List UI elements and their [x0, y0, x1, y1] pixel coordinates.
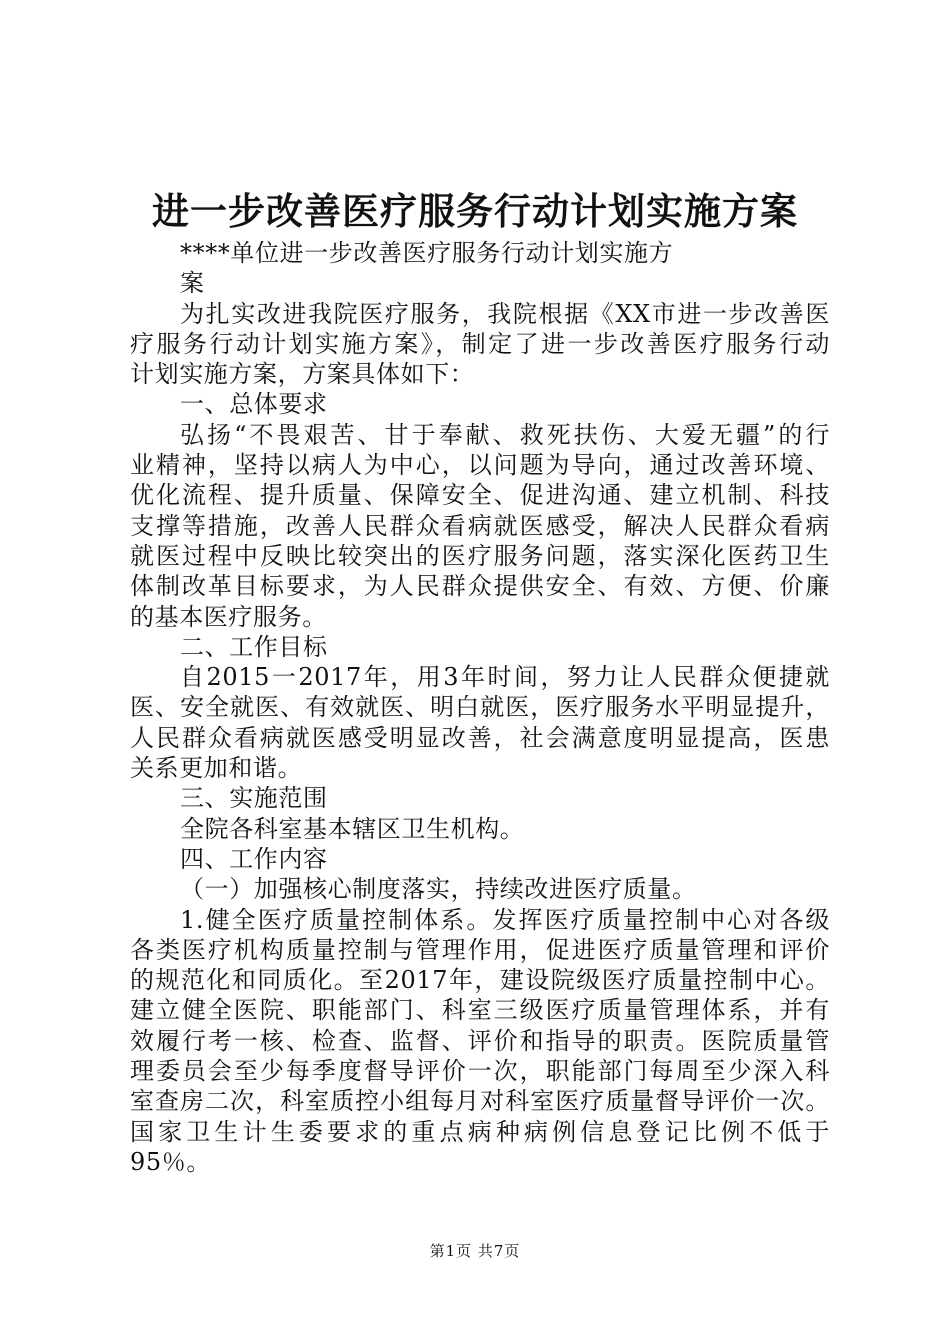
text-line: 体制改革目标要求，为人民群众提供安全、有效、方便、价廉	[130, 572, 830, 601]
text-line: 室查房二次，科室质控小组每月对科室医疗质量督导评价一次。	[130, 1087, 830, 1116]
text-line: 支撑等措施，改善人民群众看病就医感受，解决人民群众看病	[130, 511, 830, 540]
text-line: 为扎实改进我院医疗服务，我院根据《XX市进一步改善医	[180, 299, 830, 328]
text-line: 业精神，坚持以病人为中心，以问题为导向，通过改善环境、	[130, 451, 830, 480]
text-line: 各类医疗机构质量控制与管理作用，促进医疗质量管理和评价	[130, 935, 830, 964]
text-line: 二、工作目标	[180, 632, 328, 661]
document-title: 进一步改善医疗服务行动计划实施方案	[152, 189, 798, 233]
text-line: 关系更加和谐。	[130, 754, 303, 783]
text-line: 就医过程中反映比较突出的医疗服务问题，落实深化医药卫生	[130, 541, 830, 570]
text-line: 自2015一2017年，用3年时间，努力让人民群众便捷就	[180, 663, 830, 692]
document-body	[130, 238, 830, 1177]
text-line: ****单位进一步改善医疗服务行动计划实施方	[180, 239, 674, 267]
text-line: 三、实施范围	[180, 784, 328, 813]
text-line: 的基本医疗服务。	[130, 602, 327, 631]
text-line: 全院各科室基本辖区卫生机构。	[180, 814, 525, 843]
text-line: 疗服务行动计划实施方案》，制定了进一步改善医疗服务行动	[130, 329, 830, 358]
text-line: 医、安全就医、有效就医、明白就医，医疗服务水平明显提升，	[130, 693, 830, 722]
text-line: 计划实施方案，方案具体如下：	[130, 360, 475, 389]
text-line: （一）加强核心制度落实，持续改进医疗质量。	[180, 875, 697, 904]
text-line: 人民群众看病就医感受明显改善，社会满意度明显提高，医患	[130, 723, 830, 752]
text-line: 弘扬“不畏艰苦、甘于奉献、救死扶伤、大爱无疆”的行	[180, 420, 830, 449]
text-line: 效履行考一核、检查、监督、评价和指导的职责。医院质量管	[130, 1026, 830, 1055]
text-line: 建立健全医院、职能部门、科室三级医疗质量管理体系，并有	[130, 996, 830, 1025]
text-line: 国家卫生计生委要求的重点病种病例信息登记比例不低于	[130, 1117, 830, 1146]
text-line: 理委员会至少每季度督导评价一次，职能部门每周至少深入科	[130, 1057, 830, 1086]
text-line: 四、工作内容	[180, 844, 328, 873]
text-line: 优化流程、提升质量、保障安全、促进沟通、建立机制、科技	[130, 481, 830, 510]
text-line: 1.健全医疗质量控制体系。发挥医疗质量控制中心对各级	[180, 905, 830, 934]
text-line: 一、总体要求	[180, 390, 328, 419]
text-line: 案	[180, 269, 205, 298]
text-line: 的规范化和同质化。至2017年，建设院级医疗质量控制中心。	[130, 966, 830, 995]
page-footer: 第1页 共7页	[429, 1242, 521, 1260]
text-line: 95％。	[130, 1147, 211, 1176]
